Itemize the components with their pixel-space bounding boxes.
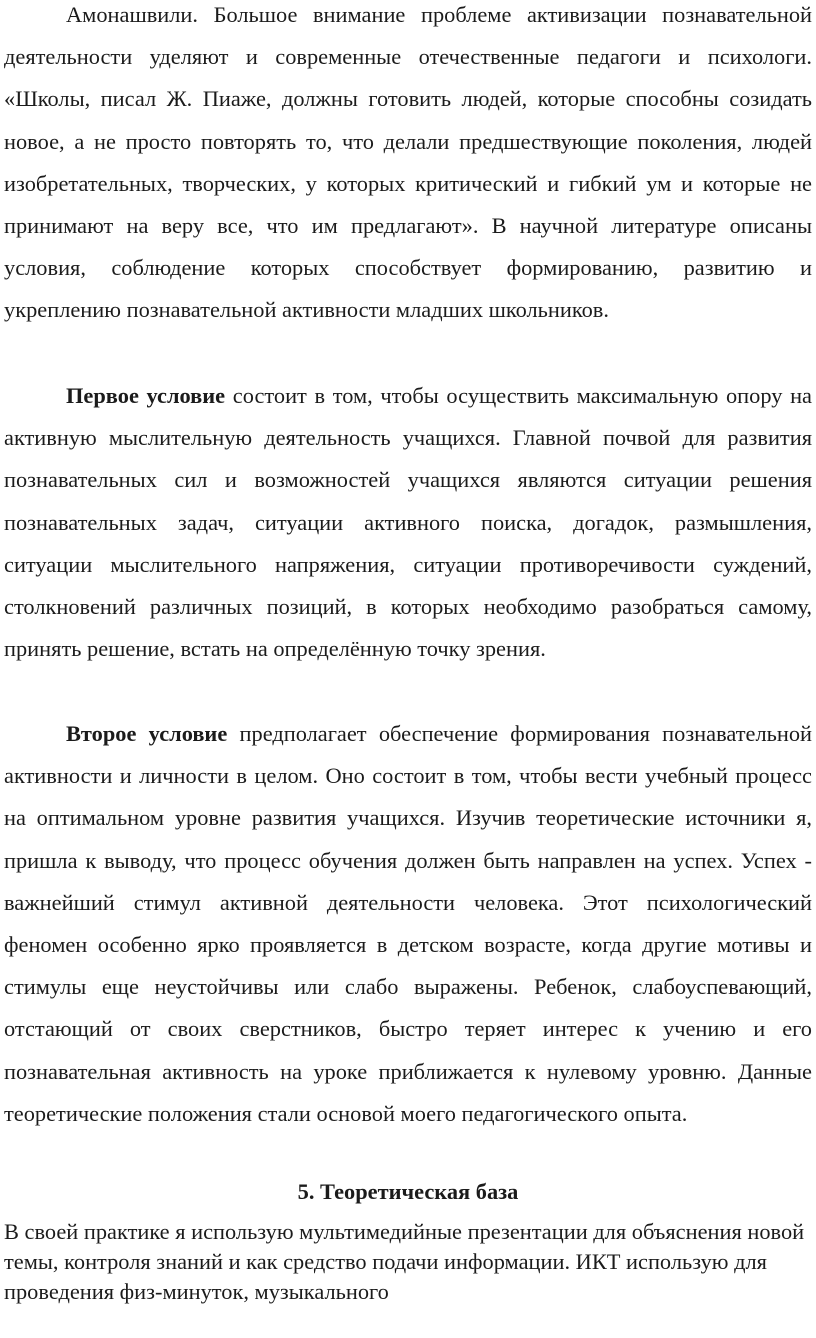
paragraph-text: Амонашвили. Большое внимание проблеме активизации познавательной деятельности уделяют и современные отечественные педагоги и психологи. «Школы, писал Ж. Пиаже, должны готовить людей, которые способны созидать новое, а не просто повторять то, что делали предшествующие поколения, людей изобретательных, творческих, у которых критический и гибкий ум и которые не принимают на веру все, что им предлагают». В научной литературе описаны условия, соблюдение которых способствует формированию, развитию и укреплению познавательной активности младших школьников. <box>4 2 812 323</box>
paragraph-text: состоит в том, чтобы осуществить максимальную опору на активную мыслительную деятельность учащихся. Главной почвой для развития познавательных сил и возможностей учащихся являются ситуации решения познавательных задач, ситуации активного поиска, догадок, размышления, ситуации мыслительного напряжения, ситуации противоречивости суждений, столкновений различных позиций, в которых необходимо разобраться самому, принять решение, встать на определённую точку зрения. <box>4 383 812 662</box>
paragraph-text: предполагает обеспечение формирования познавательной активности и личности в целом. Оно состоит в том, чтобы вести учебный процесс на оптимальном уровне развития учащихся. Изучив теоретические источники я, пришла к выводу, что процесс обучения должен быть направлен на успех. Успех - важнейший стимул активной деятельности человека. Этот психологический феномен особенно ярко проявляется в детском возрасте, когда другие мотивы и стимулы еще неустойчивы или слабо выражены. Ребенок, слабоуспевающий, отстающий от своих сверстников, быстро теряет интерес к учению и его познавательная активность на уроке приближается к нулевому уровню. Данные теоретические положения стали основой моего педагогического опыта. <box>4 721 812 1126</box>
paragraph-first-condition <box>0 375 812 670</box>
paragraph-practice <box>0 1217 812 1307</box>
paragraph-text: В своей практике я использую мультимедийные презентации для объяснения новой темы, контроля знаний и как средство подачи информации. ИКТ использую для проведения физ-минуток, музыкального <box>4 1219 805 1304</box>
paragraph-second-condition <box>0 713 812 1135</box>
second-condition-lead: Второе условие <box>66 721 228 746</box>
paragraph-activation-intro <box>0 0 812 332</box>
section-heading: 5. Теоретическая база <box>297 1179 519 1204</box>
first-condition-lead: Первое условие <box>66 383 226 408</box>
